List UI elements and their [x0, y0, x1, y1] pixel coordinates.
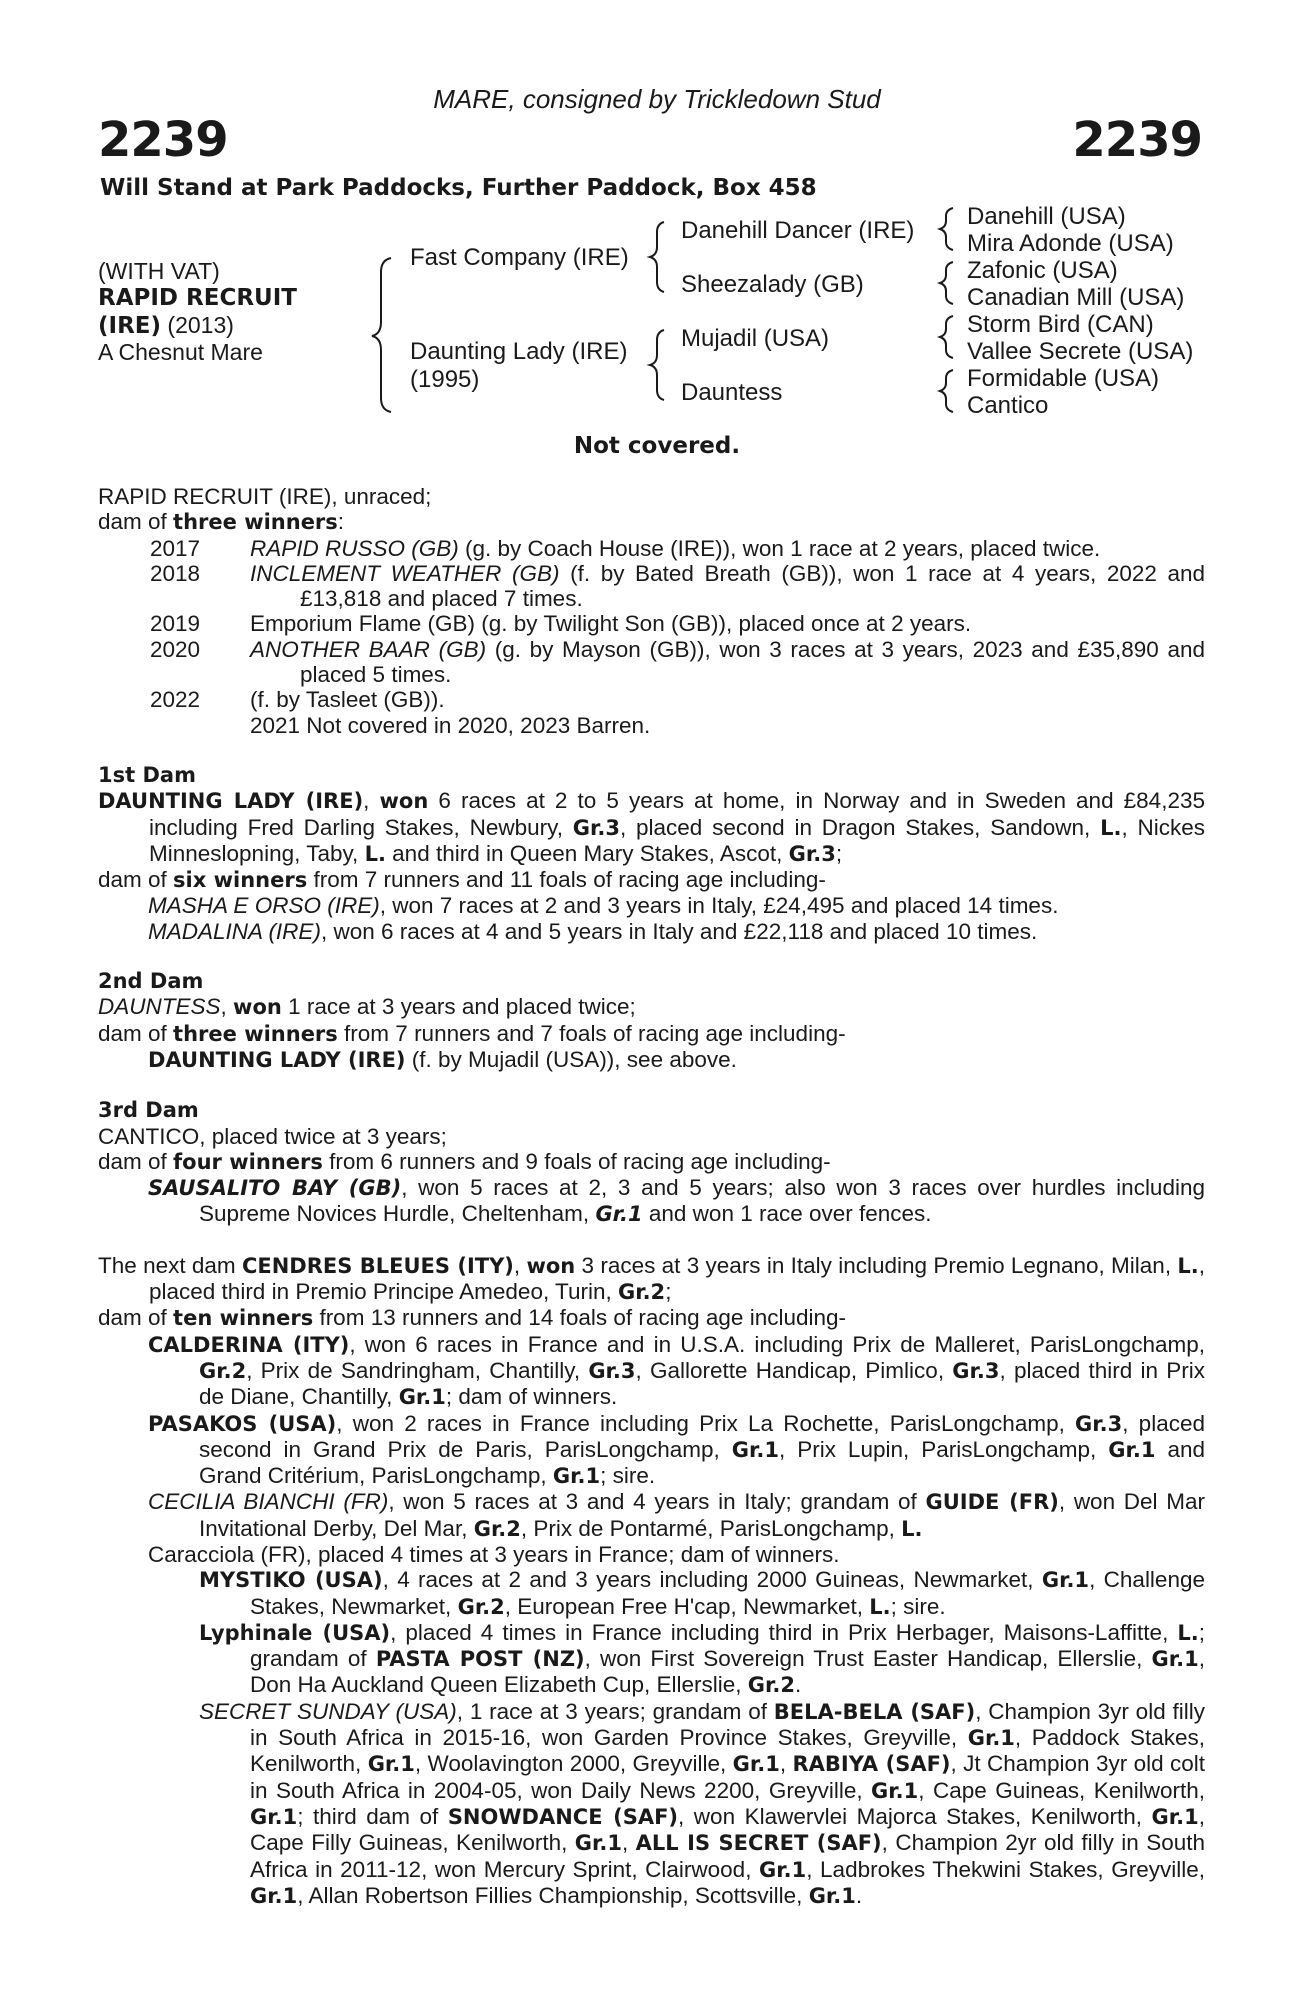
runner-entry: MADALINA (IRE), won 6 races at 4 and 5 years in Italy and £22,118 and placed 10 times.	[148, 918, 1038, 944]
produce-entry: INCLEMENT WEATHER (GB) (f. by Bated Breath (GB)), won 1 race at 4 years, 2022 and £13,818 and placed 7 times.	[250, 560, 1205, 612]
sire-sire: Danehill Dancer (IRE)	[681, 217, 915, 244]
catalogue-body	[98, 484, 1205, 1909]
gen3-2: Mira Adonde (USA)	[967, 230, 1174, 257]
runner-entry: Lyphinale (USA), placed 4 times in France including third in Prix Herbager, Maisons-Laffitte, L.; grandam of PASTA POST (NZ), won First Sovereign Trust Easter Handicap, Ellerslie, Gr.1, Don Ha Auckland Queen Elizabeth Cup, Ellerslie, Gr.2.	[199, 1619, 1206, 1698]
produce-intro: RAPID RECRUIT (IRE), unraced;	[98, 484, 432, 509]
sire-dam: Sheezalady (GB)	[681, 271, 864, 298]
first-dam-damof: dam of six winners from 7 runners and 11 foals of racing age including-	[98, 867, 826, 893]
gen3-4: Canadian Mill (USA)	[967, 284, 1185, 311]
first-dam-heading: 1st Dam	[98, 762, 196, 787]
produce-entry: RAPID RUSSO (GB) (g. by Coach House (IRE)), won 1 race at 2 years, placed twice.	[250, 535, 1101, 561]
produce-entry: ANOTHER BAAR (GB) (g. by Mayson (GB)), won 3 races at 3 years, 2023 and £35,890 and placed 5 times.	[250, 636, 1205, 688]
horse-origin: (IRE)	[98, 313, 162, 339]
consignor-line: MARE, consigned by Trickledown Stud	[433, 84, 881, 114]
dam-sire: Mujadil (USA)	[681, 325, 830, 352]
produce-year: 2017	[150, 535, 201, 561]
runner-entry: SECRET SUNDAY (USA), 1 race at 3 years; grandam of BELA-BELA (SAF), Champion 3yr old filly in South Africa in 2015-16, won Garden Province Stakes, Greyville, Gr.1, Paddock Stakes, Kenilworth, Gr.1, Woolavington 2000, Greyville, Gr.1, RABIYA (SAF), Jt Champion 3yr old colt in South Africa in 2004-05, won Daily News 2200, Greyville, Gr.1, Cape Guineas, Kenilworth, Gr.1; third dam of SNOWDANCE (SAF), won Klawervlei Majorca Stakes, Kenilworth, Gr.1, Cape Filly Guineas, Kenilworth, Gr.1, ALL IS SECRET (SAF), Champion 2yr old filly in South Africa in 2011-12, won Mercury Sprint, Clairwood, Gr.1, Ladbrokes Thekwini Stakes, Greyville, Gr.1, Allan Robertson Fillies Championship, Scottsville, Gr.1.	[199, 1698, 1206, 1908]
produce-year: 2018	[150, 560, 201, 586]
first-dam-record: DAUNTING LADY (IRE), won 6 races at 2 to 5 years at home, in Norway and in Sweden and £84,235 including Fred Darling Stakes, Newbury, Gr.3, placed second in Dragon Stakes, Sandown, L., Nickes Minneslopning, Taby, L. and third in Queen Mary Stakes, Ascot, Gr.3;	[98, 788, 1205, 866]
runner-entry: Caracciola (FR), placed 4 times at 3 years in France; dam of winners.	[148, 1541, 840, 1567]
runner-entry: CECILIA BIANCHI (FR), won 5 races at 3 and 4 years in Italy; grandam of GUIDE (FR), won Del Mar Invitational Derby, Del Mar, Gr.2, Prix de Pontarmé, ParisLongchamp, L.	[148, 1489, 1206, 1541]
gen3-1: Danehill (USA)	[967, 203, 1126, 230]
produce-damof: dam of three winners:	[98, 509, 345, 535]
gen3-3: Zafonic (USA)	[967, 257, 1118, 284]
produce-entry: Emporium Flame (GB) (g. by Twilight Son (GB)), placed once at 2 years.	[250, 611, 972, 637]
second-dam-damof: dam of three winners from 7 runners and 7 foals of racing age including-	[98, 1020, 846, 1046]
second-dam-record: DAUNTESS, won 1 race at 3 years and placed twice;	[98, 994, 636, 1020]
stand-location: Will Stand at Park Paddocks, Further Paddock, Box 458	[100, 175, 817, 201]
horse-name: RAPID RECRUIT	[98, 285, 297, 311]
lot-number-right: 2239	[1072, 112, 1202, 168]
horse-description: A Chesnut Mare	[98, 339, 263, 365]
dam-name: Daunting Lady (IRE)	[410, 338, 628, 365]
produce-year: 2020	[150, 636, 201, 662]
gen3-6: Vallee Secrete (USA)	[967, 338, 1194, 365]
runner-entry: SAUSALITO BAY (GB), won 5 races at 2, 3 and 5 years; also won 3 races over hurdles including Supreme Novices Hurdle, Cheltenham, Gr.1 and won 1 race over fences.	[148, 1175, 1205, 1227]
runner-entry: DAUNTING LADY (IRE) (f. by Mujadil (USA)), see above.	[148, 1046, 737, 1072]
sire-name: Fast Company (IRE)	[410, 244, 629, 271]
runner-entry: MASHA E ORSO (IRE), won 7 races at 2 and 3 years in Italy, £24,495 and placed 14 times.	[148, 893, 1059, 919]
dam-dam: Dauntess	[681, 379, 783, 406]
next-dam-damof: dam of ten winners from 13 runners and 14 foals of racing age including-	[98, 1305, 847, 1331]
produce-note: 2021 Not covered in 2020, 2023 Barren.	[250, 712, 651, 738]
produce-year: 2022	[150, 687, 201, 713]
dam-year: (1995)	[410, 366, 480, 393]
gen3-8: Cantico	[967, 392, 1049, 419]
vat-note: (WITH VAT)	[98, 258, 220, 284]
produce-list	[98, 536, 1205, 738]
gen3-7: Formidable (USA)	[967, 365, 1160, 392]
runner-entry: MYSTIKO (USA), 4 races at 2 and 3 years including 2000 Guineas, Newmarket, Gr.1, Challenge Stakes, Newmarket, Gr.2, European Free H'cap, Newmarket, L.; sire.	[199, 1567, 1205, 1619]
third-dam-heading: 3rd Dam	[98, 1098, 199, 1123]
produce-year: 2019	[150, 611, 201, 637]
gen3-5: Storm Bird (CAN)	[967, 311, 1154, 338]
second-dam-heading: 2nd Dam	[98, 969, 204, 994]
third-dam-damof: dam of four winners from 6 runners and 9 foals of racing age including-	[98, 1148, 831, 1174]
lot-number-left: 2239	[98, 112, 228, 168]
runner-entry: CALDERINA (ITY), won 6 races in France and in U.S.A. including Prix de Malleret, ParisLongchamp, Gr.2, Prix de Sandringham, Chantilly, Gr.3, Gallorette Handicap, Pimlico, Gr.3, placed third in Prix de Diane, Chantilly, Gr.1; dam of winners.	[148, 1331, 1205, 1410]
horse-year: (2013)	[161, 312, 234, 338]
produce-entry: (f. by Tasleet (GB)).	[250, 687, 445, 713]
covering-status: Not covered.	[573, 433, 741, 459]
third-dam-record: CANTICO, placed twice at 3 years;	[98, 1123, 447, 1149]
runner-entry: PASAKOS (USA), won 2 races in France including Prix La Rochette, ParisLongchamp, Gr.3, placed second in Grand Prix de Paris, ParisLongchamp, Gr.1, Prix Lupin, ParisLongchamp, Gr.1 and Grand Critérium, ParisLongchamp, Gr.1; sire.	[148, 1410, 1205, 1489]
next-dam-record: The next dam CENDRES BLEUES (ITY), won 3 races at 3 years in Italy including Premio Legnano, Milan, L., placed third in Premio Principe Amedeo, Turin, Gr.2;	[98, 1252, 1205, 1305]
